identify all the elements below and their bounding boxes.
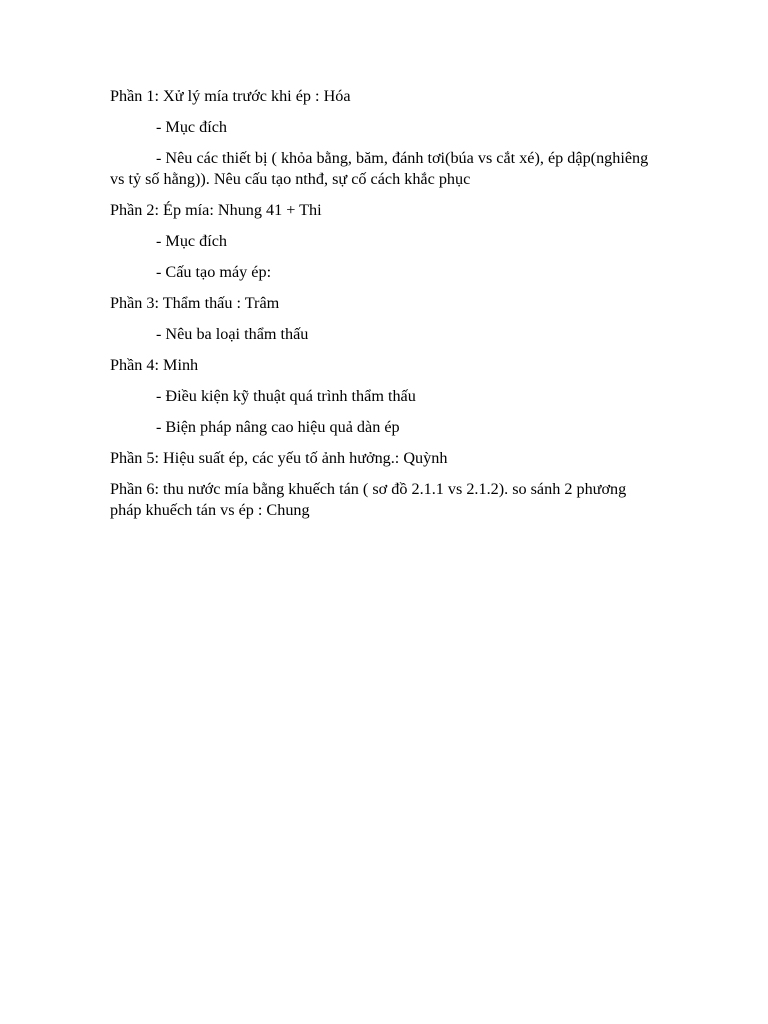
section-2-item-purpose: - Mục đích [156, 232, 228, 250]
section-1-item-equipment: - Nêu các thiết bị ( khỏa bằng, băm, đánh tơi(búa vs cắt xé), ép dập(nghiêng vs tỷ số hằng)). Nêu cấu tạo nthđ, sự cố cách khắc phục [110, 149, 649, 188]
section-2-heading: Phần 2: Ép mía: Nhung 41 + Thi [110, 201, 322, 219]
section-4-heading: Phần 4: Minh [110, 356, 199, 374]
section-6-heading: Phần 6: thu nước mía bằng khuếch tán ( sơ đồ 2.1.1 vs 2.1.2). so sánh 2 phương pháp khuếch tán vs ép : Chung [110, 480, 627, 519]
document-body [110, 86, 655, 531]
section-2-item-press-structure: - Cấu tạo máy ép: [156, 263, 272, 281]
section-4-item-measures: - Biện pháp nâng cao hiệu quả dàn ép [156, 418, 400, 436]
section-3-item-types: - Nêu ba loại thẩm thấu [156, 325, 309, 343]
section-4-item-conditions: - Điều kiện kỹ thuật quá trình thẩm thấu [156, 387, 416, 405]
section-3-heading: Phần 3: Thẩm thấu : Trâm [110, 294, 280, 312]
section-1-item-purpose: - Mục đích [156, 118, 228, 136]
section-1-heading: Phần 1: Xử lý mía trước khi ép : Hóa [110, 87, 351, 105]
section-5-heading: Phần 5: Hiệu suất ép, các yếu tố ảnh hưởng.: Quỳnh [110, 449, 448, 467]
